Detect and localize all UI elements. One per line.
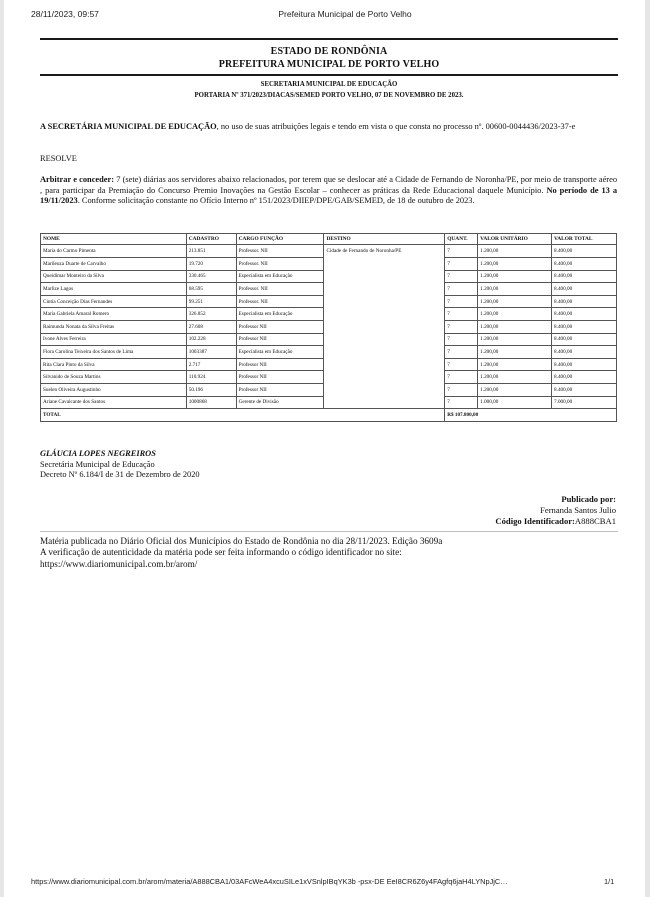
right-gutter xyxy=(645,0,650,897)
signatory-role: Secretária Municipal de Educação xyxy=(40,459,155,469)
col-header-cadastro: CADASTRO xyxy=(186,234,236,245)
cell-cargo: Professor. NII xyxy=(236,283,324,296)
cell-nome: Silvanido de Souza Martins xyxy=(41,371,187,384)
cell-valor-unitario: 1.200,00 xyxy=(478,358,552,371)
cell-valor-total: 8.400,00 xyxy=(552,346,617,359)
cell-nome: Ivone Alves Ferreira xyxy=(41,333,187,346)
col-header-cargo: CARGO FUNÇÃO xyxy=(236,234,324,245)
cell-cargo: Especialista em Educação xyxy=(236,270,324,283)
footer-separator xyxy=(40,531,618,532)
cell-cadastro: 326.852 xyxy=(186,308,236,321)
cell-nome: Ariane Cavalcante dos Santos xyxy=(41,396,187,409)
cell-cadastro: 1000868 xyxy=(186,396,236,409)
cell-valor-unitario: 1.200,00 xyxy=(478,295,552,308)
cell-valor-total: 8.400,00 xyxy=(552,245,617,258)
cell-valor-unitario: 1.200,00 xyxy=(478,257,552,270)
cell-valor-unitario: 1.200,00 xyxy=(478,283,552,296)
intro-paragraph xyxy=(40,122,617,133)
table-total-row xyxy=(41,409,617,422)
publisher-name: Fernanda Santos Julio xyxy=(540,505,616,515)
cell-quant: 7 xyxy=(445,396,478,409)
footer-link-site[interactable]: https://www.diariomunicipal.com.br/arom/ xyxy=(40,558,198,569)
signature-block xyxy=(40,449,200,481)
cell-valor-unitario: 1.200,00 xyxy=(478,371,552,384)
state-heading: ESTADO DE RONDÔNIA xyxy=(270,46,388,57)
cell-destino: Cidade de Fernando de Noronha/PE xyxy=(324,245,445,409)
cell-cadastro: 110.924 xyxy=(186,371,236,384)
col-header-valor-total: VALOR TOTAL xyxy=(552,234,617,245)
cell-valor-total: 8.400,00 xyxy=(552,283,617,296)
cell-cargo: Professor NII xyxy=(236,333,324,346)
cell-cargo: Professor. NII xyxy=(236,257,324,270)
cell-quant: 7 xyxy=(445,270,478,283)
signatory-decree: Decreto Nº 6.184/I de 31 de Dezembro de 2020 xyxy=(40,470,200,480)
cell-cadastro: 1003387 xyxy=(186,346,236,359)
cell-cargo: Professor NII xyxy=(236,320,324,333)
diarias-table xyxy=(40,233,617,422)
cell-nome: Rita Clara Pinto da Silva xyxy=(41,358,187,371)
cell-cadastro: 68.595 xyxy=(186,283,236,296)
cell-valor-unitario: 1.200,00 xyxy=(478,320,552,333)
cell-nome: Queidimar Monteiro da Silva xyxy=(41,270,187,283)
cell-cadastro: 99.251 xyxy=(186,295,236,308)
table-header-row xyxy=(41,234,617,245)
cell-cadastro: 2.717 xyxy=(186,358,236,371)
cell-valor-total: 8.400,00 xyxy=(552,257,617,270)
header-rule-bottom xyxy=(40,74,618,76)
print-url: https://www.diariomunicipal.com.br/arom/materia/A888CBA1/03AFcWeA4xcuSILe1xVSnlpIBqYK3b -psx-DE EeI8CR6Z6y4FAgfq6jaH4LYNpJjC… xyxy=(31,877,508,886)
cell-cadastro: 330.465 xyxy=(186,270,236,283)
total-value: R$ 107.800,00 xyxy=(445,409,617,422)
cell-quant: 7 xyxy=(445,346,478,359)
signatory-name: GLÁUCIA LOPES NEGREIROS xyxy=(40,449,156,458)
cell-quant: 7 xyxy=(445,383,478,396)
cell-nome: Cintia Conceição Dias Fernandes xyxy=(41,295,187,308)
cell-cadastro: 19.720 xyxy=(186,257,236,270)
cell-quant: 7 xyxy=(445,283,478,296)
portaria-heading: PORTARIA Nº 371/2023/DIACAS/SEMED PORTO VELHO, 07 DE NOVEMBRO DE 2023. xyxy=(194,92,464,99)
cell-cargo: Professor. NII xyxy=(236,295,324,308)
cell-nome: Marlize Lagos xyxy=(41,283,187,296)
cell-cargo: Especialista em Educação xyxy=(236,308,324,321)
col-header-nome: NOME xyxy=(41,234,187,245)
cell-cadastro: 213.851 xyxy=(186,245,236,258)
arbitrar-text: 7 (sete) diárias aos servidores abaixo relacionados, por terem que se deslocar até a Cidade de Fernando de Noronha/PE, por meio de transporte aéreo , para participar da Premiação do Concurso Premio Inovações na Gestão Escolar – conhecer as práticas da Rede Educacional daquele Município. xyxy=(40,175,618,195)
cell-valor-total: 8.400,00 xyxy=(552,308,617,321)
cell-valor-unitario: 1.200,00 xyxy=(478,308,552,321)
cell-valor-unitario: 1.200,00 xyxy=(478,245,552,258)
cell-cadastro: 50.196 xyxy=(186,383,236,396)
cell-valor-unitario: 1.200,00 xyxy=(478,383,552,396)
cell-valor-total: 8.400,00 xyxy=(552,371,617,384)
cell-valor-total: 8.400,00 xyxy=(552,333,617,346)
cell-cargo: Professor NII xyxy=(236,358,324,371)
code-value: A888CBA1 xyxy=(574,516,616,526)
publication-footer xyxy=(40,536,620,570)
code-label: Código Identificador: xyxy=(495,516,575,526)
cell-nome: Raimunda Nonata da Silva Freitas xyxy=(41,320,187,333)
prefecture-heading: PREFEITURA MUNICIPAL DE PORTO VELHO xyxy=(218,59,440,70)
cell-quant: 7 xyxy=(445,295,478,308)
print-header xyxy=(0,9,650,23)
page-number: 1/1 xyxy=(604,877,615,886)
cell-valor-total: 8.400,00 xyxy=(552,270,617,283)
cell-nome: Flora Carolina Teixeira dos Santos de Lima xyxy=(41,346,187,359)
intro-bold: A SECRETÁRIA MUNICIPAL DE EDUCAÇÃO xyxy=(40,122,217,131)
cell-nome: Marileuza Duarte de Carvalho xyxy=(41,257,187,270)
cell-valor-total: 8.400,00 xyxy=(552,295,617,308)
cell-valor-total: 7.000,00 xyxy=(552,396,617,409)
left-gutter xyxy=(0,0,4,897)
cell-nome: Maria do Carmo Pimenta xyxy=(41,245,187,258)
cell-valor-total: 8.400,00 xyxy=(552,358,617,371)
arbitrar-bold: Arbitrar e conceder: xyxy=(40,175,115,184)
publication-block xyxy=(495,494,616,527)
footer-line-verification: A verificação de autenticidade da matéria pode ser feita informando o código identificador no site: xyxy=(40,547,402,558)
col-header-valor-unitario: VALOR UNITÁRIO xyxy=(478,234,552,245)
col-header-destino: DESTINO xyxy=(324,234,445,245)
secretariat-heading: SECRETARIA MUNICIPAL DE EDUCAÇÃO xyxy=(260,81,398,88)
cell-valor-total: 8.400,00 xyxy=(552,320,617,333)
cell-valor-unitario: 1.200,00 xyxy=(478,270,552,283)
periodo-text: . Conforme solicitação constante no Ofício Interno nº 151/2023/DIIEP/DPE/GAB/SEMED, de 18 de outubro de 2023. xyxy=(77,196,475,206)
print-page-title: Prefeitura Municipal de Porto Velho xyxy=(278,9,412,19)
arbitrar-paragraph xyxy=(40,175,617,207)
cell-valor-total: 8.400,00 xyxy=(552,383,617,396)
header-rule-top xyxy=(40,38,618,40)
cell-nome: Maria Gabriela Amaral Romero xyxy=(41,308,187,321)
cell-cargo: Gerente de Divisão xyxy=(236,396,324,409)
col-header-quant: QUANT. xyxy=(445,234,478,245)
footer-line-publication: Matéria publicada no Diário Oficial dos Municípios do Estado de Rondônia no dia 28/11/2023. Edição 3609a xyxy=(40,536,443,546)
cell-valor-unitario: 1.000,00 xyxy=(478,396,552,409)
cell-nome: Suelen Oliveira Augustinho xyxy=(41,383,187,396)
published-by-label: Publicado por: xyxy=(561,494,616,504)
cell-quant: 7 xyxy=(445,358,478,371)
resolve-label: RESOLVE xyxy=(40,154,77,163)
cell-cargo: Professor NII xyxy=(236,383,324,396)
cell-valor-unitario: 1.200,00 xyxy=(478,333,552,346)
cell-cadastro: 27.608 xyxy=(186,320,236,333)
cell-quant: 7 xyxy=(445,308,478,321)
total-label: TOTAL xyxy=(41,409,445,422)
cell-quant: 7 xyxy=(445,371,478,384)
cell-valor-unitario: 1.200,00 xyxy=(478,346,552,359)
cell-quant: 7 xyxy=(445,333,478,346)
print-datetime: 28/11/2023, 09:57 xyxy=(31,9,99,19)
cell-cargo: Professor. NII xyxy=(236,245,324,258)
intro-text: , no uso de suas atribuições legais e tendo em vista o que consta no processo nº. 00600-0044436/2023-37-e xyxy=(216,122,576,131)
cell-cadastro: 102.228 xyxy=(186,333,236,346)
periodo-bold: No período de 13 a 19/11/2023 xyxy=(40,185,618,206)
cell-quant: 7 xyxy=(445,257,478,270)
cell-cargo: Especialista em Educação xyxy=(236,346,324,359)
table-row xyxy=(41,245,617,258)
cell-quant: 7 xyxy=(445,245,478,258)
cell-quant: 7 xyxy=(445,320,478,333)
cell-cargo: Professor NII xyxy=(236,371,324,384)
